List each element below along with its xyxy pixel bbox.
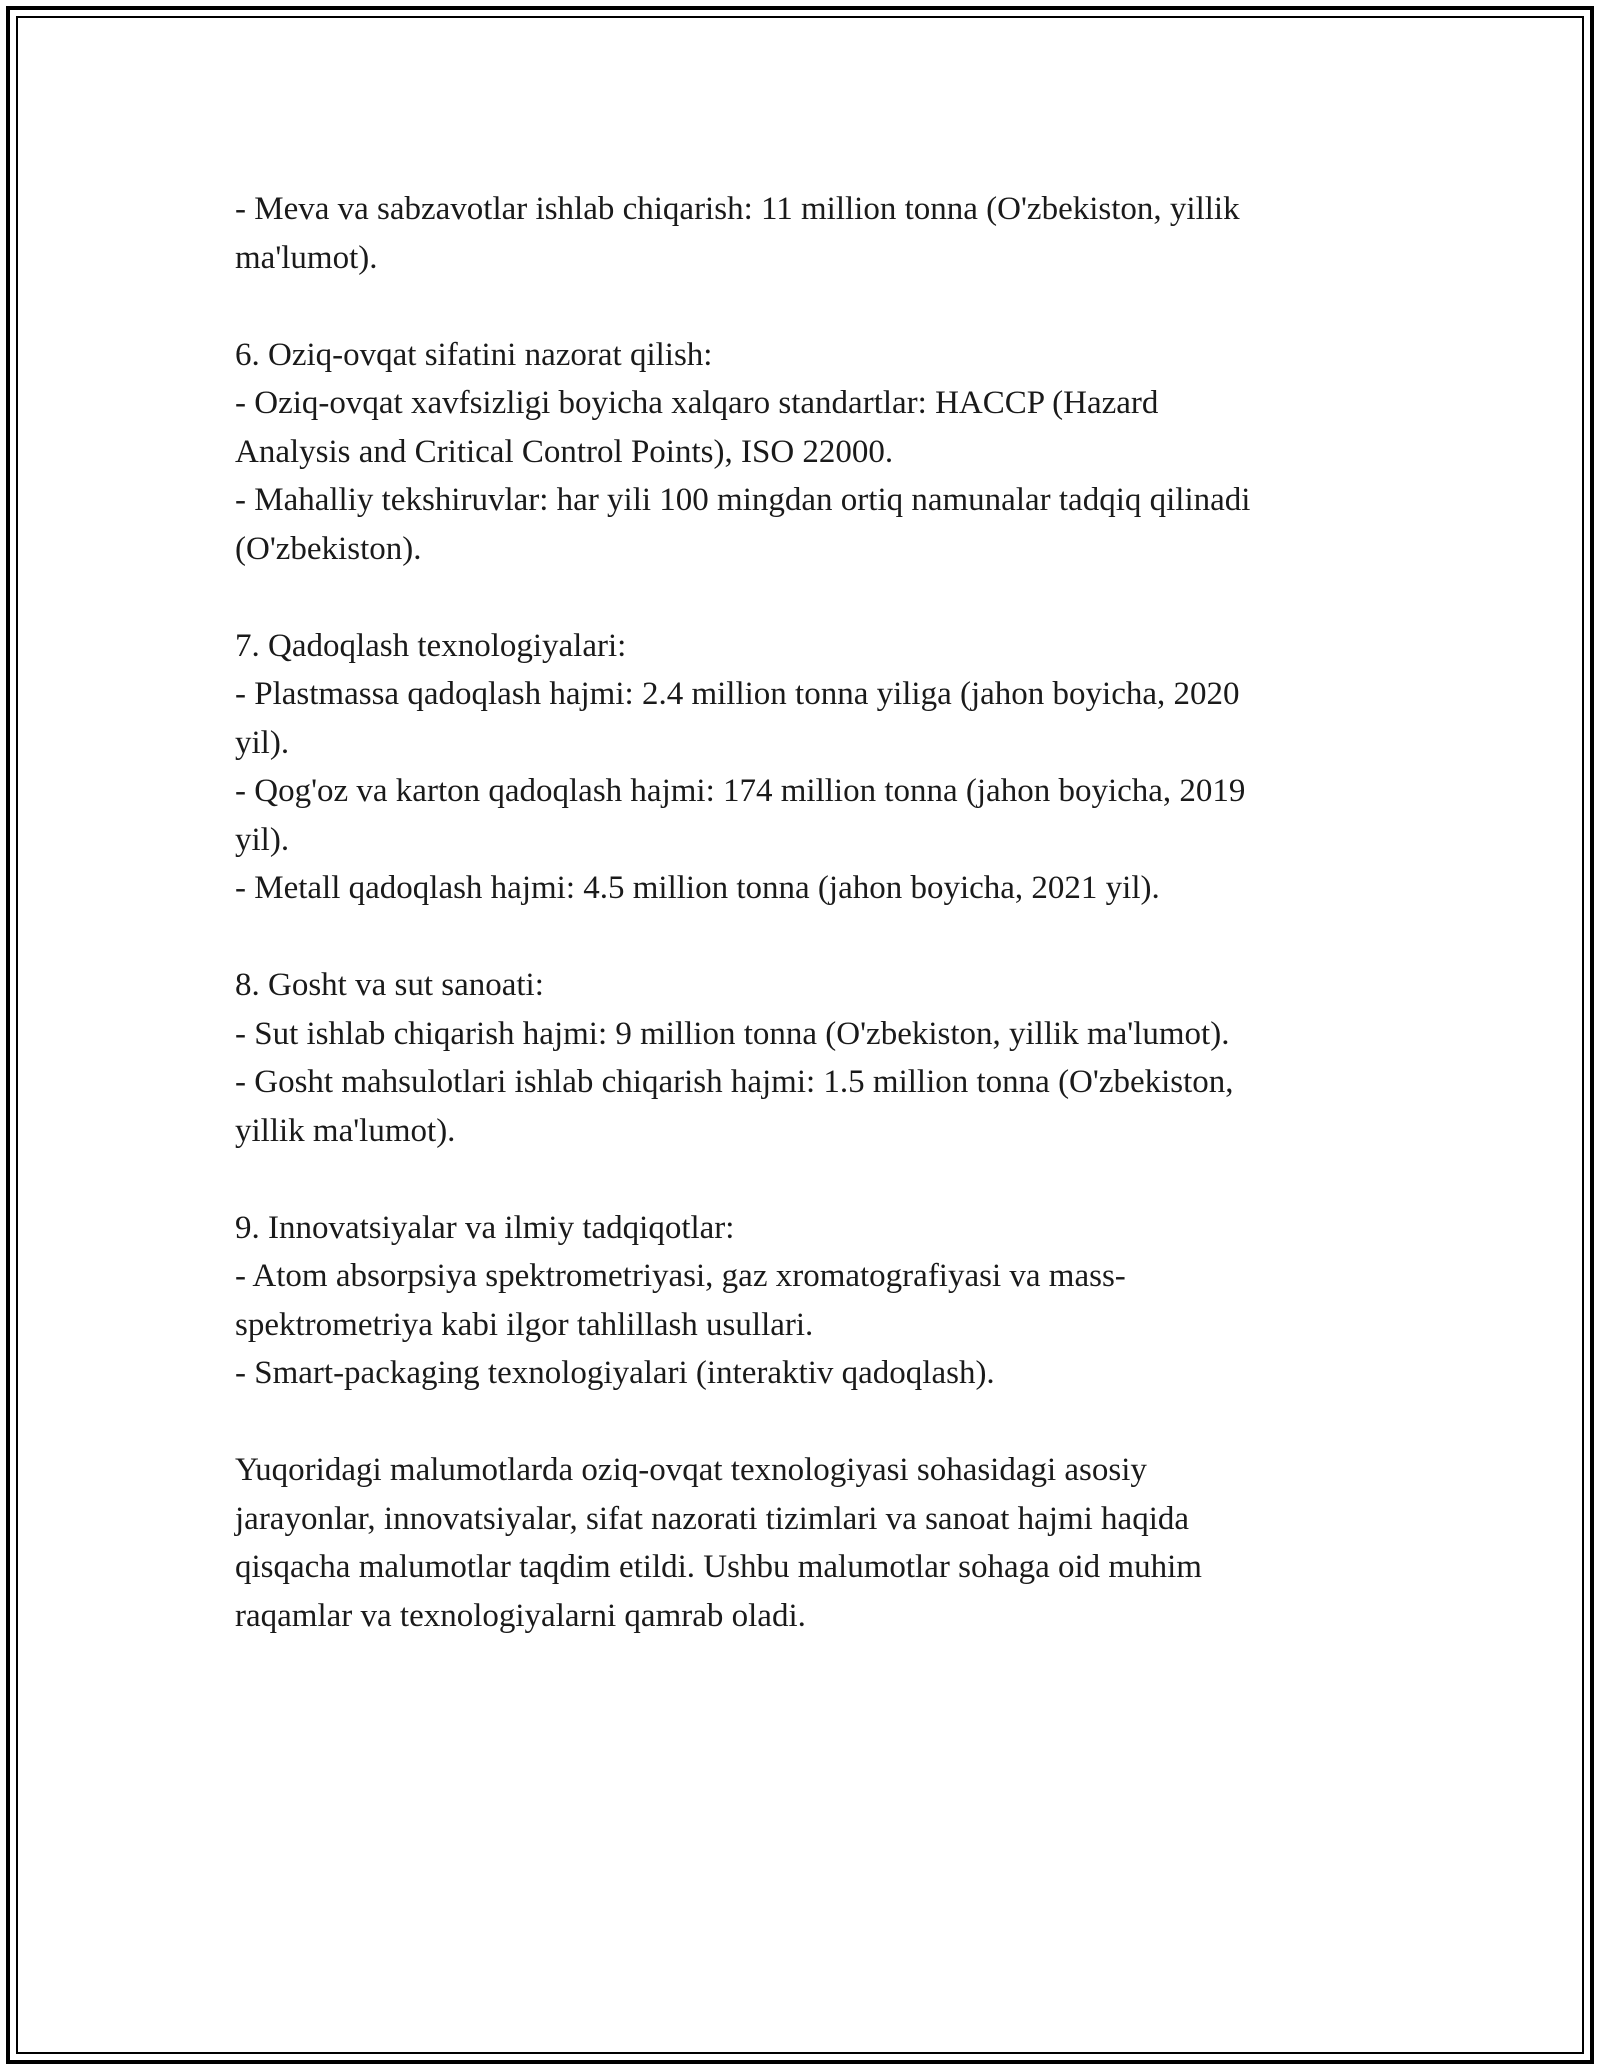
document-body: [235, 185, 1375, 1640]
text-line: - Gosht mahsulotlari ishlab chiqarish hajmi: 1.5 million tonna (O'zbekiston,: [235, 1064, 1234, 1100]
text-line: jarayonlar, innovatsiyalar, sifat nazorati tizimlari va sanoat hajmi haqida: [235, 1500, 1190, 1537]
text-line: yil).: [235, 821, 290, 858]
section-8: [235, 961, 1375, 1155]
section-9: [235, 1204, 1375, 1398]
text-line: yil).: [235, 724, 290, 761]
intro-paragraph: [235, 185, 1375, 282]
text-line: (O'zbekiston).: [235, 530, 422, 567]
text-line: - Atom absorpsiya spektrometriyasi, gaz xromatografiyasi va mass-: [235, 1258, 1126, 1294]
section-heading: 9. Innovatsiyalar va ilmiy tadqiqotlar:: [235, 1209, 735, 1246]
text-line: qisqacha malumotlar taqdim etildi. Ushbu malumotlar sohaga oid muhim: [235, 1549, 1202, 1585]
paragraph-gap: [235, 1155, 1375, 1204]
text-line: - Metall qadoqlash hajmi: 4.5 million tonna (jahon boyicha, 2021 yil).: [235, 870, 1160, 906]
text-line: - Mahalliy tekshiruvlar: har yili 100 mingdan ortiq namunalar tadqiq qilinadi: [235, 482, 1251, 518]
text-line: Analysis and Critical Control Points), ISO 22000.: [235, 433, 894, 470]
text-line: Yuqoridagi malumotlarda oziq-ovqat texnologiyasi sohasidagi asosiy: [235, 1452, 1147, 1488]
text-line: raqamlar va texnologiyalarni qamrab oladi.: [235, 1597, 806, 1634]
conclusion-paragraph: [235, 1446, 1375, 1640]
paragraph-gap: [235, 913, 1375, 962]
text-line: - Sut ishlab chiqarish hajmi: 9 million tonna (O'zbekiston, yillik ma'lumot).: [235, 1015, 1230, 1052]
paragraph-gap: [235, 1398, 1375, 1447]
text-line: spektrometriya kabi ilgor tahlillash usullari.: [235, 1306, 814, 1343]
text-line: yillik ma'lumot).: [235, 1112, 456, 1149]
text-line: - Meva va sabzavotlar ishlab chiqarish: 11 million tonna (O'zbekiston, yillik: [235, 191, 1240, 227]
text-line: - Smart-packaging texnologiyalari (interaktiv qadoqlash).: [235, 1355, 995, 1391]
text-line: - Plastmassa qadoqlash hajmi: 2.4 million tonna yiliga (jahon boyicha, 2020: [235, 676, 1240, 712]
text-line: ma'lumot).: [235, 239, 378, 276]
section-heading: 7. Qadoqlash texnologiyalari:: [235, 627, 627, 664]
paragraph-gap: [235, 282, 1375, 331]
section-heading: 6. Oziq-ovqat sifatini nazorat qilish:: [235, 336, 713, 373]
paragraph-gap: [235, 573, 1375, 622]
section-6: [235, 331, 1375, 574]
section-heading: 8. Gosht va sut sanoati:: [235, 967, 544, 1003]
text-line: - Qog'oz va karton qadoqlash hajmi: 174 million tonna (jahon boyicha, 2019: [235, 773, 1246, 809]
text-line: - Oziq-ovqat xavfsizligi boyicha xalqaro standartlar: HACCP (Hazard: [235, 385, 1159, 421]
section-7: [235, 622, 1375, 913]
